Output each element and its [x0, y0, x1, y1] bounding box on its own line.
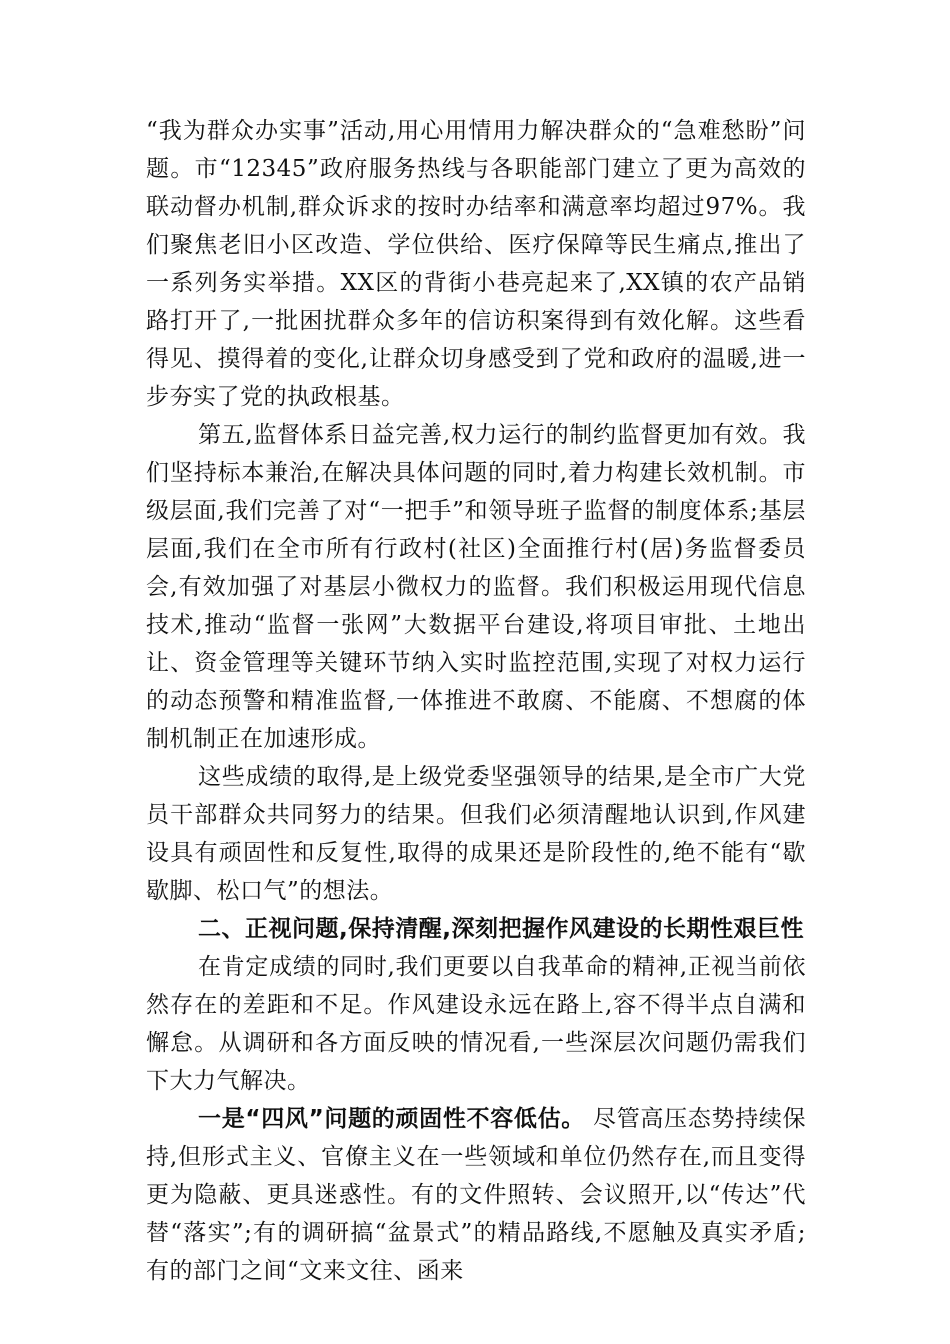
- paragraph-lead-phrase: 一是“四风”问题的顽固性不容低估。: [198, 1106, 585, 1132]
- paragraph-achievements-summary: 这些成绩的取得,是上级党委坚强领导的结果,是全市广大党员干部群众共同努力的结果。但我们必须清醒地认识到,作风建设具有顽固性和反复性,取得的成果还是阶段性的,绝不能有“歇歇脚、松口气”的想法。: [146, 764, 806, 904]
- section-heading-two: 二、正视问题,保持清醒,深刻把握作风建设的长期性艰巨性: [198, 916, 804, 942]
- paragraph-people-service: “我为群众办实事”活动,用心用情用力解决群众的“急难愁盼”问题。市“12345”政府服务热线与各职能部门建立了更为高效的联动督办机制,群众诉求的按时办结率和满意率均超过97%。我们聚焦老旧小区改造、学位供给、医疗保障等民生痛点,推出了一系列务实举措。XX区的背街小巷亮起来了,XX镇的农产品销路打开了,一批困扰群众多年的信访积案得到有效化解。这些看得见、摸得着的变化,让群众切身感受到了党和政府的温暖,进一步夯实了党的执政根基。: [146, 118, 806, 410]
- paragraph-four-styles-text: 尽管高压态势持续保持,但形式主义、官僚主义在一些领域和单位仍然存在,而且变得更为隐蔽、更具迷惑性。有的文件照转、会议照开,以“传达”代替“落实”;有的调研搞“盆景式”的精品路线,不愿触及真实矛盾;有的部门之间“文来文往、函来: [146, 1106, 807, 1284]
- paragraph-four-styles: [146, 1100, 806, 1290]
- document-body: [146, 112, 806, 1290]
- paragraph-face-problems: 在肯定成绩的同时,我们更要以自我革命的精神,正视当前依然存在的差距和不足。作风建设永远在路上,容不得半点自满和懈怠。从调研和各方面反映的情况看,一些深层次问题仍需我们下大力气解决。: [146, 954, 806, 1094]
- paragraph-supervision-system: 第五,监督体系日益完善,权力运行的制约监督更加有效。我们坚持标本兼治,在解决具体问题的同时,着力构建长效机制。市级层面,我们完善了对“一把手”和领导班子监督的制度体系;基层层面,我们在全市所有行政村(社区)全面推行村(居)务监督委员会,有效加强了对基层小微权力的监督。我们积极运用现代信息技术,推动“监督一张网”大数据平台建设,将项目审批、土地出让、资金管理等关键环节纳入实时监控范围,实现了对权力运行的动态预警和精准监督,一体推进不敢腐、不能腐、不想腐的体制机制正在加速形成。: [146, 422, 806, 752]
